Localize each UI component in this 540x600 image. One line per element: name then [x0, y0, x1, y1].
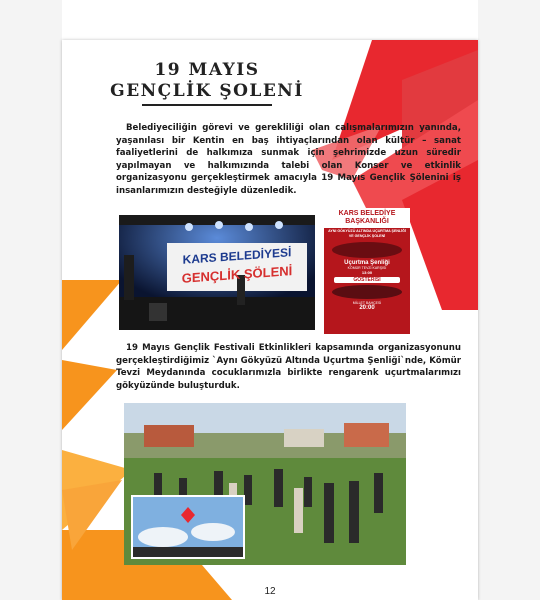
poster-event-3-place: MİLLET BAHÇESİ [352, 301, 382, 305]
viewer-margin-right [478, 0, 540, 600]
sky-scene [133, 497, 243, 557]
poster-event-1: Uçurtma Şenliği [344, 260, 390, 266]
poster-kite-image [332, 242, 402, 258]
poster-event-1-place: KÖMÜR TEVZİ KARŞISI [347, 266, 387, 270]
festival-paragraph: 19 Mayıs Gençlik Festivali Etkinlikleri kapsamında organizasyonunu gerçekleştirdiğimiz `Aynı Gökyüzü Altında Uçurtma Şenliği`nde, Kömür Tevzi Meydanında cocuklarımızla birlikte rengarenk uçurtmalarımızı gökyüzünde buluşturduk. [116, 343, 461, 391]
event-poster [324, 208, 410, 334]
concert-banner-line-1: KARS BELEDİYESİ [182, 245, 292, 267]
title-underline [142, 104, 272, 106]
document-page [62, 40, 478, 600]
title-line-1: 19 MAYIS [154, 60, 260, 80]
poster-event-1-time: 13:00 [361, 270, 373, 275]
poster-event-3-time: 20:00 [359, 305, 375, 311]
page-title [82, 60, 332, 106]
viewer-margin-left [0, 0, 62, 600]
kite-sky-inset-photo [131, 495, 245, 559]
title-line-2: GENÇLİK ŞOLENİ [110, 81, 304, 101]
poster-header: KARS BELEDİYE BAŞKANLIĞI [324, 208, 410, 228]
intro-paragraph: Belediyeciliğin görevi ve gerekliliği olan calışmalarımızın yanında, yaşanılası bir Kentin en baş ihtiyaçlarından olan kültür – sanat faaliyetlerini de halkımıza sunmak için şehrimizde uzun süredir yapılmayan ve halkımızında talebi olan Konser ve etkinlik organizasyonu gerçekleştirmek amacıyla 19 Mayıs Gençlik Şölenini iş insanlarımızın desteğiyle düzenledik. [116, 123, 461, 196]
page-number: 12 [264, 586, 276, 597]
concert-photo [119, 215, 315, 330]
poster-event-2: GÖSTERİSİ [334, 277, 400, 283]
concert-banner-line-2: GENÇLİK ŞÖLENİ [181, 263, 293, 286]
poster-subtitle: AYNI GÖKYÜZÜ ALTINDA UÇURTMA ŞENLİĞİ VE GENÇLİK ŞOLENİ [328, 229, 406, 238]
poster-stage-image [332, 285, 402, 299]
